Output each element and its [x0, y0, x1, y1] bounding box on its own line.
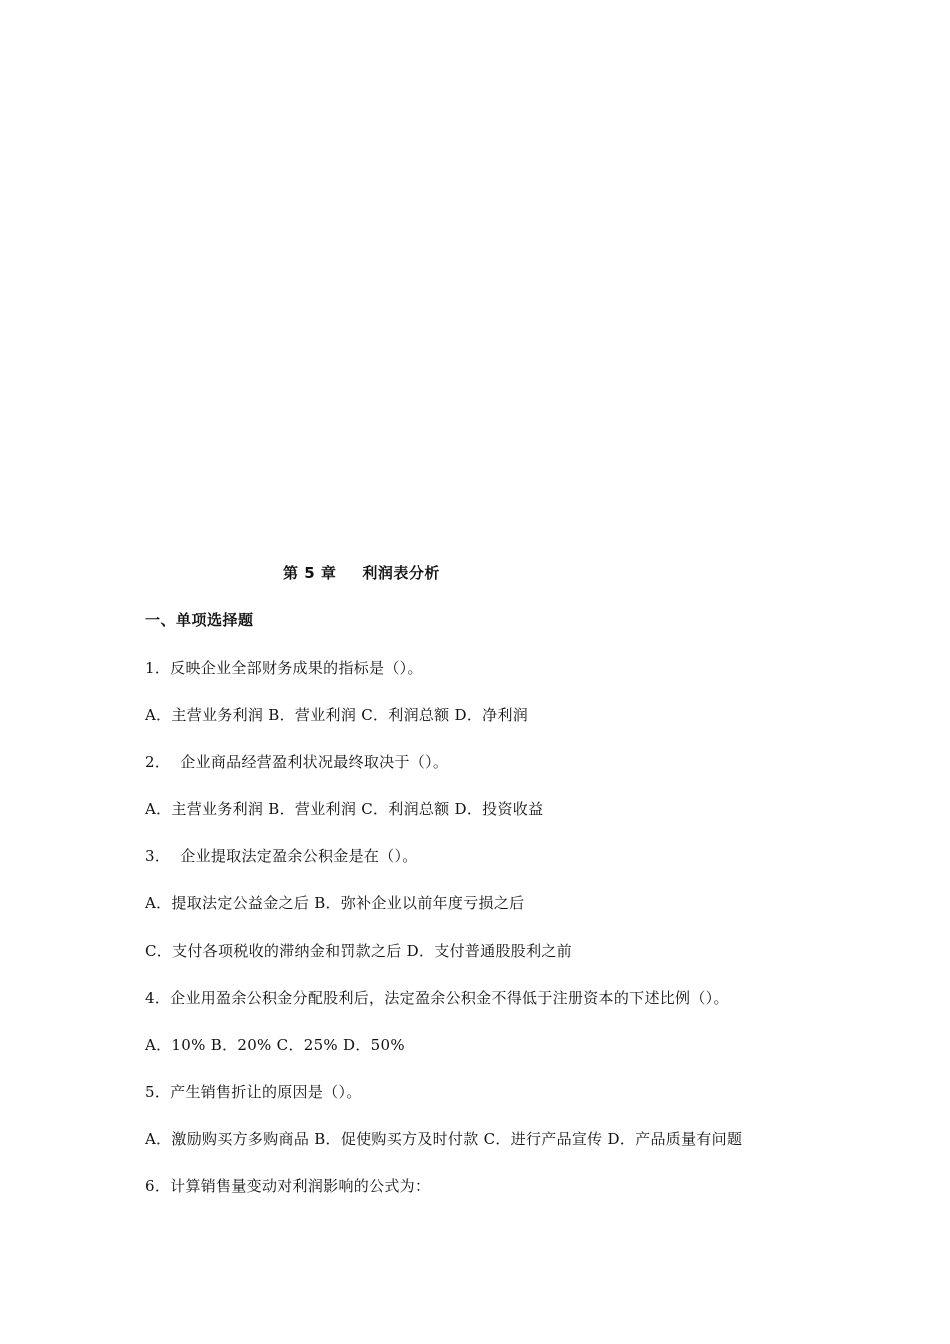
- question-2-options: A．主营业务利润 B．营业利润 C．利润总额 D．投资收益: [145, 800, 544, 818]
- question-3-options-line-1: A．提取法定公益金之后 B．弥补企业以前年度亏损之后: [145, 894, 525, 912]
- chapter-title: [283, 562, 440, 583]
- question-1: 1．反映企业全部财务成果的指标是（）。: [145, 659, 423, 677]
- question-5: 5．产生销售折让的原因是（）。: [145, 1083, 362, 1101]
- chapter-name: 利润表分析: [362, 564, 440, 582]
- chapter-number: 第 5 章: [283, 564, 337, 582]
- question-4-options: A．10% B．20% C．25% D．50%: [145, 1036, 405, 1054]
- question-4: 4．企业用盈余公积金分配股利后，法定盈余公积金不得低于注册资本的下述比例（）。: [145, 989, 729, 1007]
- question-3: 3． 企业提取法定盈余公积金是在（）。: [145, 847, 418, 865]
- question-3-options-line-2: C．支付各项税收的滞纳金和罚款之后 D．支付普通股股利之前: [145, 942, 572, 960]
- question-2: 2． 企业商品经营盈利状况最终取决于（）。: [145, 753, 449, 771]
- question-5-options: A．激励购买方多购商品 B．促使购买方及时付款 C．进行产品宣传 D．产品质量有问题: [145, 1130, 743, 1148]
- question-6: 6．计算销售量变动对利润影响的公式为：: [145, 1177, 431, 1195]
- question-1-options: A．主营业务利润 B．营业利润 C．利润总额 D．净利润: [145, 706, 529, 724]
- section-heading: 一、单项选择题: [145, 611, 254, 629]
